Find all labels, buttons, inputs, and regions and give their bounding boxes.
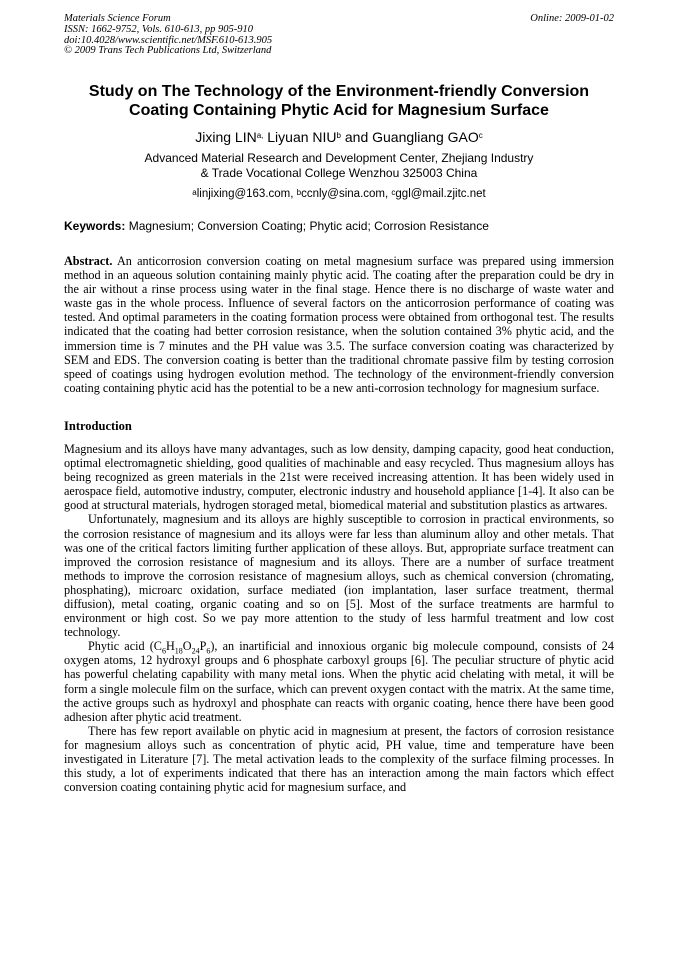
copyright-line: © 2009 Trans Tech Publications Ltd, Switzerland [64, 45, 272, 57]
paragraph: Magnesium and its alloys have many advantages, such as low density, damping capacity, good heat conduction, optimal electromagnetic shielding, good qualities of machinable and easy recycled. Thus magnesium alloys has being recognized as green materials in the 21st were received increasing attention. It has been widely used in aerospace field, automotive industry, computer, electronic industry and household appliance [1-4]. It also can be good at structural materials, hydrogen storaged metal, biomedical material and substitution plastics as artwares. [64, 441, 614, 513]
paper-page [64, 14, 614, 794]
author-superscript: c [478, 131, 483, 140]
affiliation-line-1: Advanced Material Research and Development Center, Zhejiang Industry [144, 151, 534, 165]
email-superscript: c [391, 188, 396, 197]
email-link[interactable]: ggl@mail.zjitc.net [395, 188, 486, 200]
author-superscript: b [336, 131, 341, 140]
affiliation [64, 151, 614, 181]
introduction-body [64, 442, 614, 794]
author-superscript: a, [256, 131, 264, 140]
keywords-label: Keywords: [64, 219, 126, 233]
subscript: 6 [161, 646, 166, 656]
paragraph: There has few report available on phytic acid in magnesium at present, the factors of corrosion resistance for magnesium alloys such as concentration of phytic acid, PH value, time and temperature have been investigated in Literature [7]. The metal activation leads to the complexity of the surface filming processes. In this study, a lot of experiments indicated that there has an interaction among the main factors which effect conversion coating containing phytic acid for magnesium surface, and [64, 723, 614, 795]
author-name: Jixing LIN [195, 129, 257, 145]
email-superscript: a [192, 188, 197, 197]
paragraph: Unfortunately, magnesium and its alloys are highly susceptible to corrosion in practical environments, so the corrosion resistance of magnesium and its alloys were far less than aluminum alloy and other metals. That was one of the critical factors limiting further application of these alloys. But, appropriate surface treatment can improved the corrosion resistance of magnesium and its alloys. There are a number of surface treatment methods to improve the corrosion resistance of magnesium alloys, such as chemical conversion (chromating, phosphating), microarc oxidation, surface mediated (ion implantation, laser surface treatment, thermal diffusion), metal coating, organic coating and so on [5]. Most of the surface treatments are harmful to environment or high cost. So we pay more attention to the study of less harmful treatment and low cost technology. [64, 512, 614, 640]
abstract-text: An anticorrosion conversion coating on metal magnesium surface was prepared using immersion method in an aqueous solution containing mainly phytic acid. The coating after the preparation could be dry in the air without a rinse process using water in the final stage. Hence there is no discharge of waste water and waste gas in the whole process. Influence of several factors on the anticorrosion performance of coating was tested. And optimal parameters in the coating formation process were obtained from orthogonal test. The results indicated that the coating had better corrosion resistance, when the solution contained 3% phytic acid, and the immersion time is 7 minutes and the PH value was 3.5. The surface conversion coating was characterized by SEM and EDS. The conversion coating is better than the traditional chromate passive film by testing corrosion speed of coatings using hydrogen evolution method. The technology of the environment-friendly conversion coating containing phytic acid has the potential to be a new anti-corrosion technology for magnesium surface. [64, 254, 614, 395]
author-emails [64, 187, 614, 201]
issn-line: ISSN: 1662-9752, Vols. 610-613, pp 905-910 [64, 23, 253, 35]
journal-header [64, 14, 614, 66]
keywords-line [64, 219, 614, 234]
subscript: 24 [191, 646, 200, 656]
email-superscript: b [296, 188, 302, 197]
author-name: Guangliang GAO [372, 129, 479, 145]
email-link[interactable]: linjixing@163.com, [196, 188, 294, 200]
email-link[interactable]: ccnly@sina.com, [301, 188, 389, 200]
text-run: P [199, 639, 207, 654]
abstract-label: Abstract. [64, 254, 113, 268]
section-heading-introduction: Introduction [64, 418, 132, 433]
author-name: Liyuan NIU [267, 129, 337, 145]
text-run: H [165, 639, 175, 654]
text-run: ), an inartificial and innoxious organic big molecule compound, consists of 24 oxygen atoms, 12 hydroxyl groups and 6 phosphate carboxyl groups [6]. The peculiar structure of phytic acid has powerful chelating capability with many metal ions. When the phytic acid chelating with metal, it will be form a single molecule film on the surface, which can prevent oxygen contact with the matrix. At the same time, the active groups such as hydroxyl and phosphate can reacts with organic coating, hence there have been good adhesion after phytic acid treatment. [64, 639, 614, 724]
paragraph-phytic-acid [64, 639, 614, 724]
subscript: 6 [206, 646, 211, 656]
online-date: Online: 2009-01-02 [530, 13, 614, 24]
text-run: Phytic acid (C [88, 639, 162, 654]
journal-name: Materials Science Forum [64, 13, 171, 24]
text-run: O [182, 639, 192, 654]
abstract [64, 254, 614, 395]
title-line-2: Coating Containing Phytic Acid for Magnesium Surface [129, 102, 549, 119]
doi-line: doi:10.4028/www.scientific.net/MSF.610-613.905 [64, 34, 273, 46]
affiliation-line-2: & Trade Vocational College Wenzhou 325003 China [200, 166, 478, 180]
paper-title [64, 82, 614, 120]
keywords-text: Magnesium; Conversion Coating; Phytic acid; Corrosion Resistance [128, 219, 489, 233]
subscript: 18 [174, 646, 183, 656]
title-line-1: Study on The Technology of the Environment-friendly Conversion [88, 83, 590, 100]
author-list [64, 128, 614, 146]
author-conjunction: and [344, 129, 369, 145]
